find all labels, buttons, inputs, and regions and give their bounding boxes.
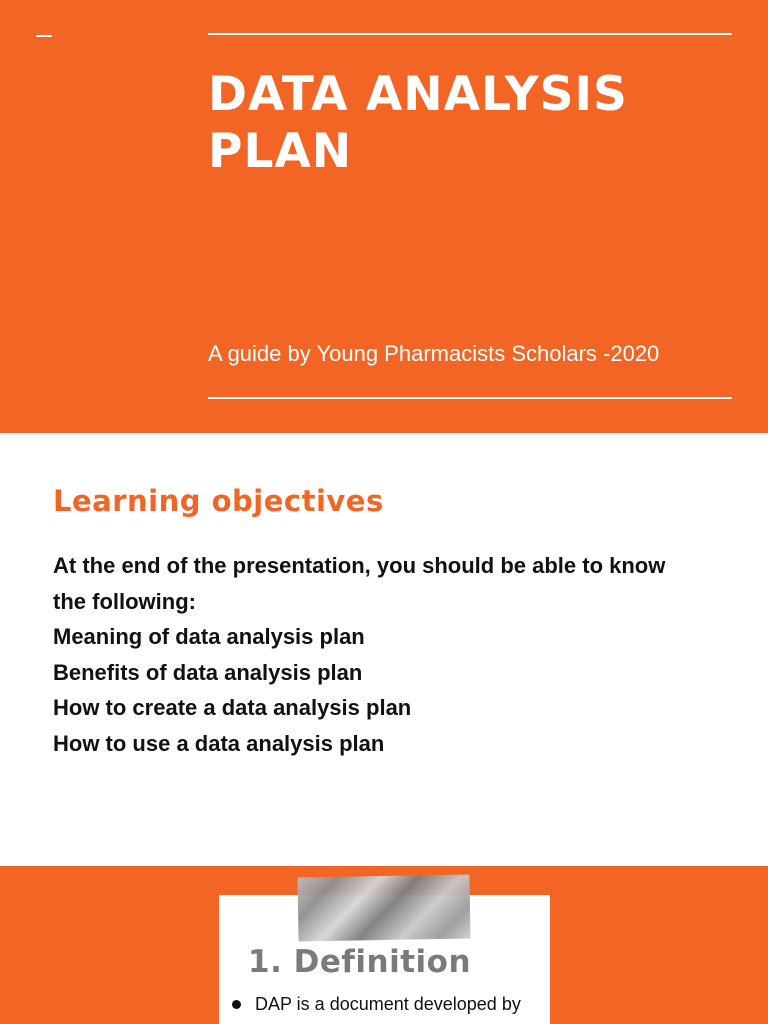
objectives-line: Benefits of data analysis plan <box>53 659 363 685</box>
objectives-line: the following: <box>53 588 196 614</box>
page-title <box>208 66 738 180</box>
objectives-heading: Learning objectives <box>53 484 384 518</box>
bullet-icon <box>232 1000 241 1009</box>
objectives-list <box>53 548 743 761</box>
bottom-rule <box>208 397 732 399</box>
title-line-2: PLAN <box>208 124 353 179</box>
title-line-1: DATA ANALYSIS <box>208 67 628 122</box>
title-slide <box>0 0 768 433</box>
definition-bullet-text: DAP is a document developed by <box>255 994 521 1014</box>
objectives-line: Meaning of data analysis plan <box>53 624 365 649</box>
top-rule <box>208 33 732 35</box>
objectives-line: How to use a data analysis plan <box>53 730 385 756</box>
objectives-line: At the end of the presentation, you should be able to know <box>53 553 666 578</box>
definition-slide <box>0 866 768 1024</box>
subtitle: A guide by Young Pharmacists Scholars -2020 <box>208 341 660 366</box>
objectives-slide <box>0 433 768 866</box>
tape-image <box>297 875 470 942</box>
objectives-line: How to create a data analysis plan <box>53 695 412 720</box>
corner-dash <box>36 35 52 37</box>
definition-heading: 1. Definition <box>248 944 472 980</box>
